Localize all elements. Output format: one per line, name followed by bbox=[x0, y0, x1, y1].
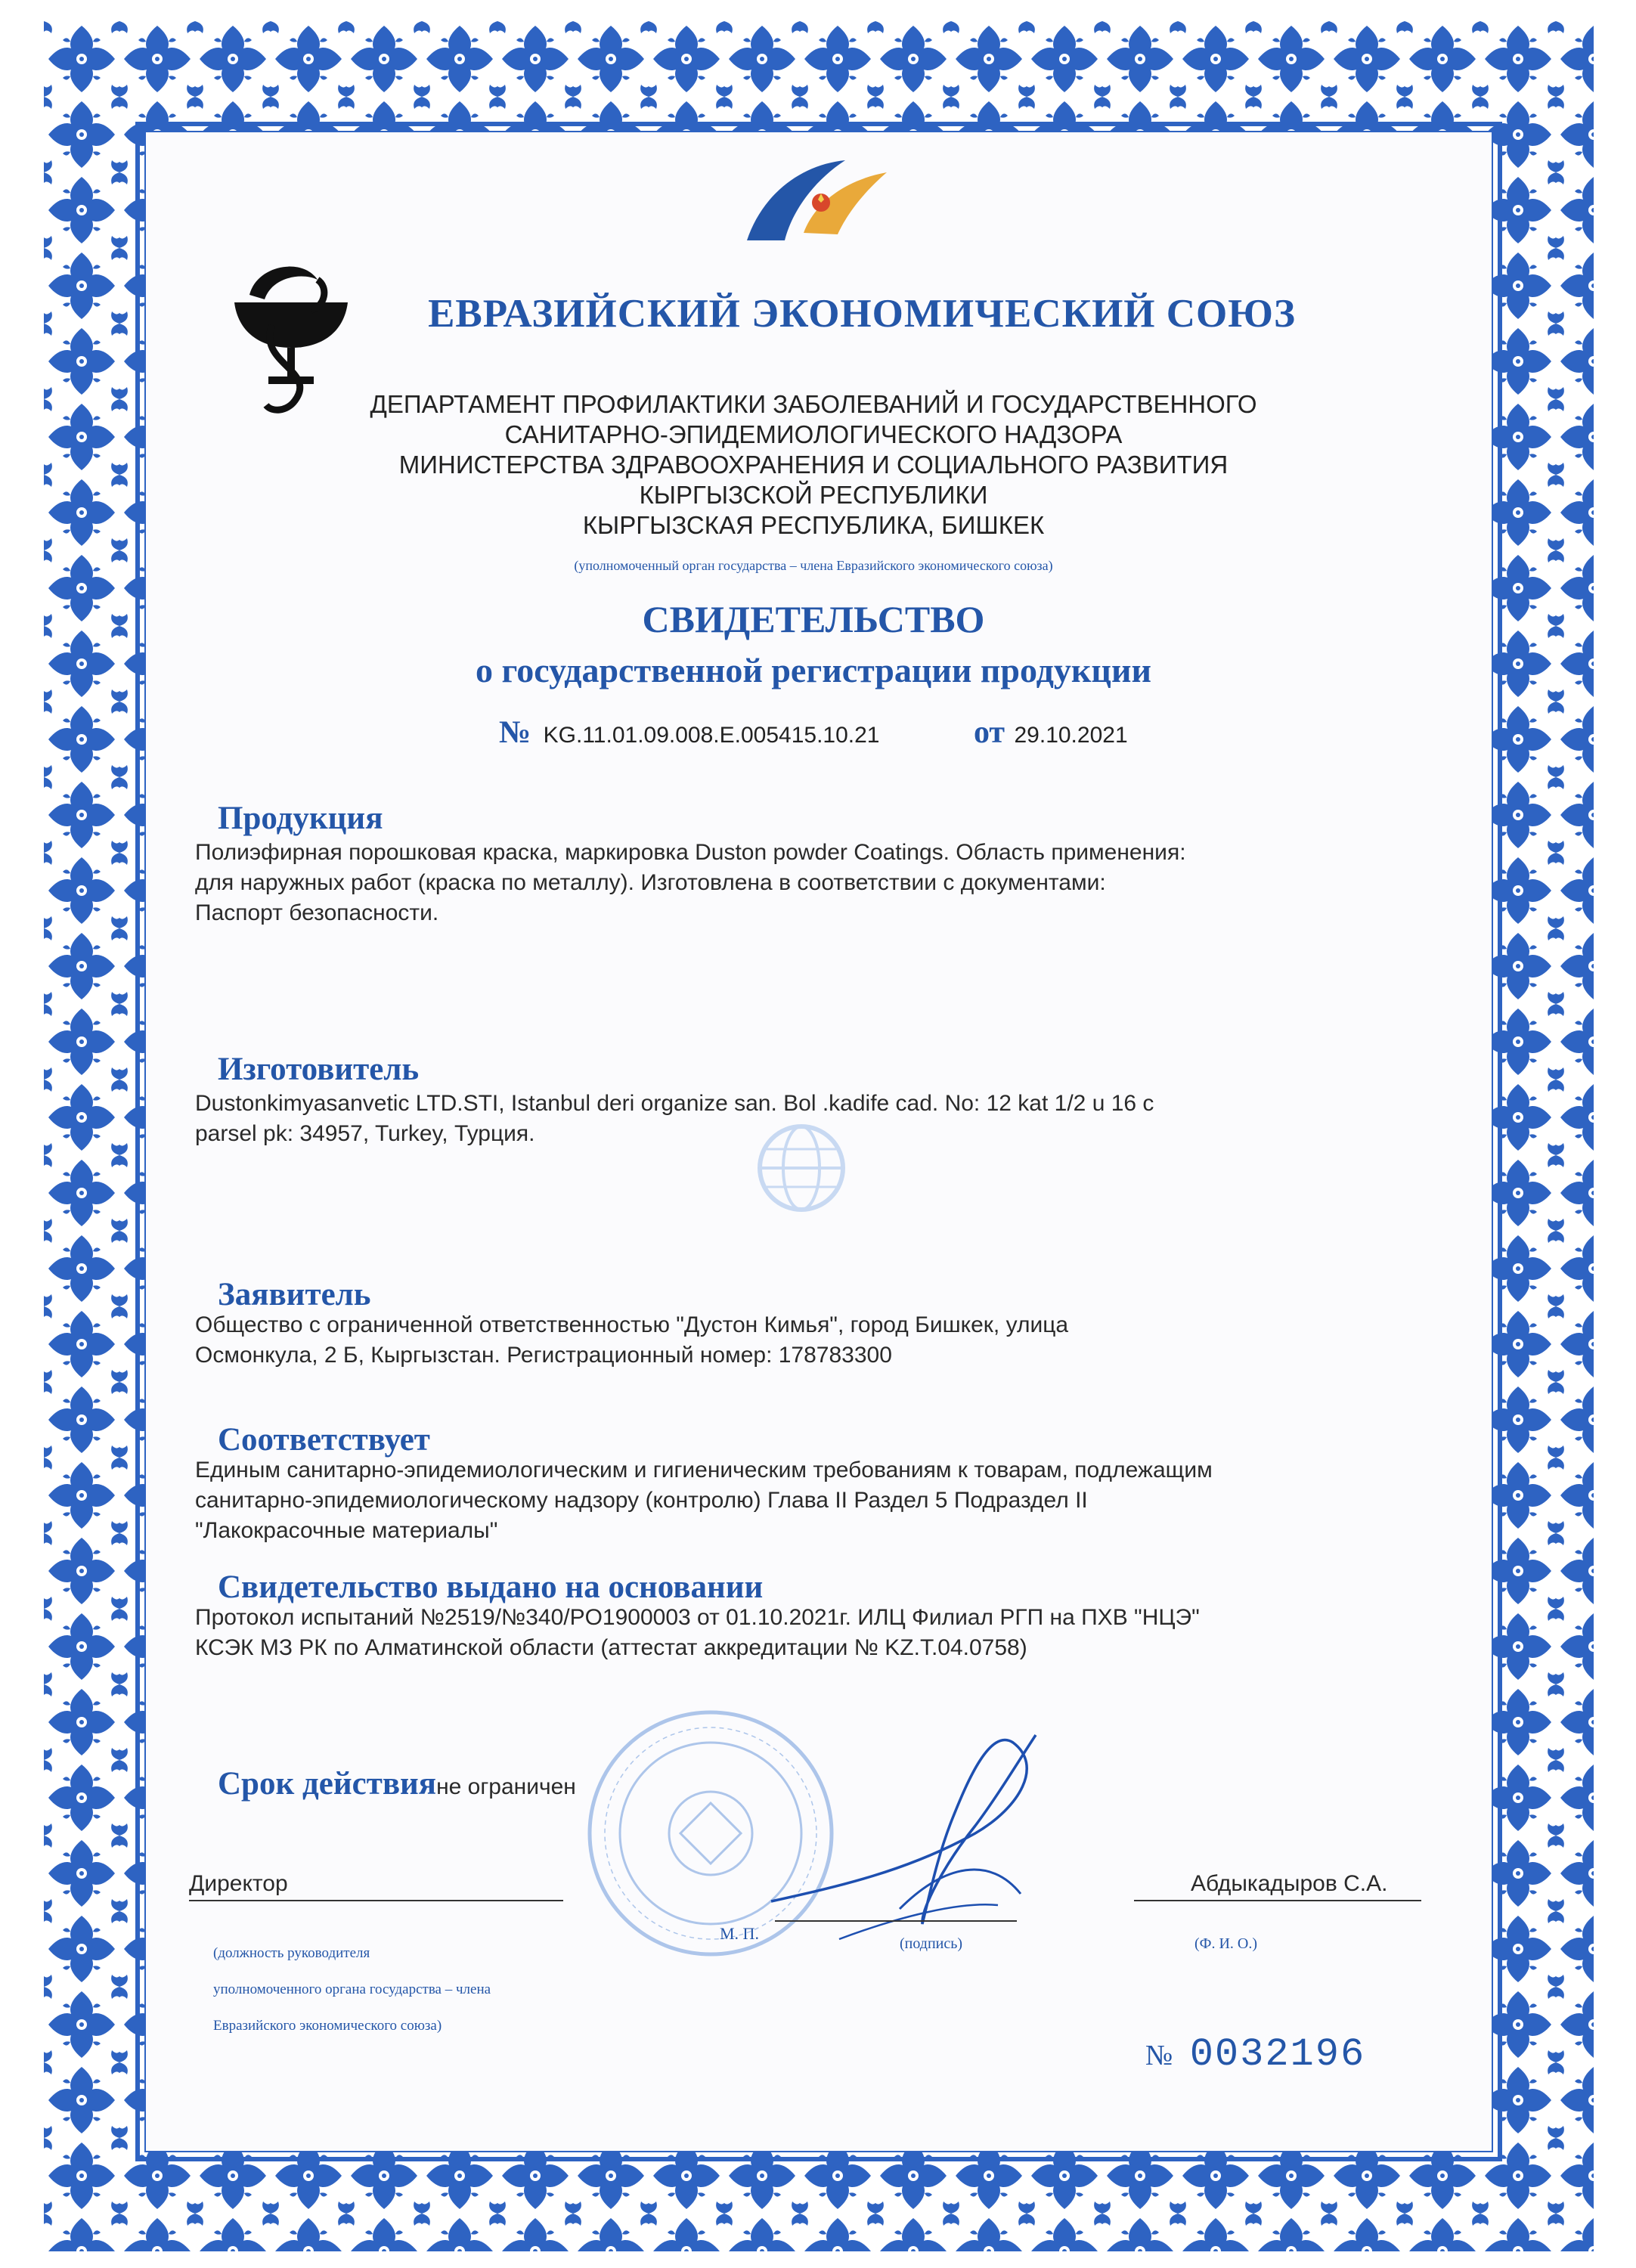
product-line: Паспорт безопасности. bbox=[195, 900, 439, 925]
position-note-line: уполномоченного органа государства – члена bbox=[213, 1981, 491, 1997]
director-name: Абдыкадыров С.А. bbox=[1191, 1871, 1388, 1896]
applicant-text bbox=[195, 1310, 1435, 1371]
validity-title: Срок действия bbox=[218, 1766, 437, 1802]
applicant-line: Общество с ограниченной ответственностью "Дустон Кимья", город Бишкек, улица bbox=[195, 1312, 1069, 1337]
name-underline bbox=[1134, 1900, 1421, 1901]
basis-text bbox=[195, 1603, 1450, 1663]
sign-label: (подпись) bbox=[900, 1935, 963, 1952]
validity-value: не ограничен bbox=[436, 1774, 576, 1799]
position-note-line: Евразийского экономического союза) bbox=[213, 2018, 442, 2034]
eaeu-logo bbox=[732, 150, 898, 248]
basis-title: Свидетельство выдано на основании bbox=[218, 1569, 764, 1605]
manufacturer-line: parsel pk: 34957, Turkey, Турция. bbox=[195, 1121, 535, 1146]
form-number-value: 0032196 bbox=[1189, 2032, 1366, 2077]
conforms-line: "Лакокрасочные материалы" bbox=[195, 1518, 498, 1543]
certificate-number: KG.11.01.09.008.Е.005415.10.21 bbox=[543, 723, 880, 748]
department-line: МИНИСТЕРСТВА ЗДРАВООХРАНЕНИЯ И СОЦИАЛЬНОГО РАЗВИТИЯ bbox=[398, 451, 1229, 479]
name-note: (Ф. И. О.) bbox=[1194, 1935, 1258, 1952]
product-line: для наружных работ (краска по металлу). Изготовлена в соответствии с документами: bbox=[195, 870, 1106, 895]
signature bbox=[748, 1712, 1066, 1954]
department-block bbox=[147, 389, 1480, 541]
stamp-label: М. П. bbox=[720, 1924, 759, 1943]
applicant-title: Заявитель bbox=[218, 1277, 371, 1312]
conforms-line: санитарно-эпидемиологическому надзору (контролю) Глава II Раздел 5 Подраздел II bbox=[195, 1488, 1088, 1513]
basis-line: КСЭК МЗ РК по Алматинской области (аттестат аккредитации № KZ.T.04.0758) bbox=[195, 1635, 1027, 1660]
product-text bbox=[195, 838, 1435, 928]
manufacturer-title: Изготовитель bbox=[218, 1052, 420, 1087]
department-line: ДЕПАРТАМЕНТ ПРОФИЛАКТИКИ ЗАБОЛЕВАНИЙ И ГОСУДАРСТВЕННОГО bbox=[370, 390, 1257, 418]
director-underline bbox=[189, 1900, 563, 1901]
date-label: от bbox=[973, 715, 1005, 750]
certificate-number-row bbox=[499, 714, 1331, 751]
product-line: Полиэфирная порошковая краска, маркировка Duston powder Coatings. Область применения: bbox=[195, 840, 1186, 865]
conforms-title: Соответствует bbox=[218, 1422, 430, 1458]
basis-line: Протокол испытаний №2519/№340/PO1900003 от 01.10.2021г. ИЛЦ Филиал РГП на ПХВ "НЦЭ" bbox=[195, 1605, 1200, 1630]
position-note-line: (должность руководителя bbox=[213, 1945, 370, 1961]
certificate-date: 29.10.2021 bbox=[1014, 723, 1128, 748]
validity-row bbox=[218, 1765, 576, 1802]
position-note bbox=[213, 1935, 491, 2044]
applicant-line: Осмонкула, 2 Б, Кыргызстан. Регистрационный номер: 178783300 bbox=[195, 1343, 892, 1368]
certificate-subtitle: о государственной регистрации продукции bbox=[476, 651, 1151, 689]
authority-note: (уполномоченный орган государства – члена Евразийского экономического союза) bbox=[574, 558, 1053, 573]
sign-underline bbox=[775, 1920, 1017, 1922]
certificate-title: СВИДЕТЕЛЬСТВО bbox=[642, 598, 985, 640]
union-title: ЕВРАЗИЙСКИЙ ЭКОНОМИЧЕСКИЙ СОЮЗ bbox=[428, 292, 1296, 336]
conforms-text bbox=[195, 1455, 1450, 1546]
form-number bbox=[1145, 2032, 1365, 2077]
director-label: Директор bbox=[189, 1871, 288, 1896]
manufacturer-line: Dustonkimyasanvetic LTD.STI, Istanbul deri organize san. Bol .kadife cad. No: 12 kat 1/2 u 16 c bbox=[195, 1091, 1154, 1116]
product-title: Продукция bbox=[218, 801, 383, 836]
department-line: КЫРГЫЗСКОЙ РЕСПУБЛИКИ bbox=[639, 481, 988, 509]
form-number-label: № bbox=[1145, 2040, 1173, 2071]
number-label: № bbox=[499, 715, 531, 750]
department-line: САНИТАРНО-ЭПИДЕМИОЛОГИЧЕСКОГО НАДЗОРА bbox=[504, 420, 1123, 448]
manufacturer-text bbox=[195, 1089, 1450, 1149]
department-line: КЫРГЫЗСКАЯ РЕСПУБЛИКА, БИШКЕК bbox=[582, 511, 1045, 539]
conforms-line: Единым санитарно-эпидемиологическим и гигиеническим требованиям к товарам, подлежащим bbox=[195, 1458, 1213, 1483]
